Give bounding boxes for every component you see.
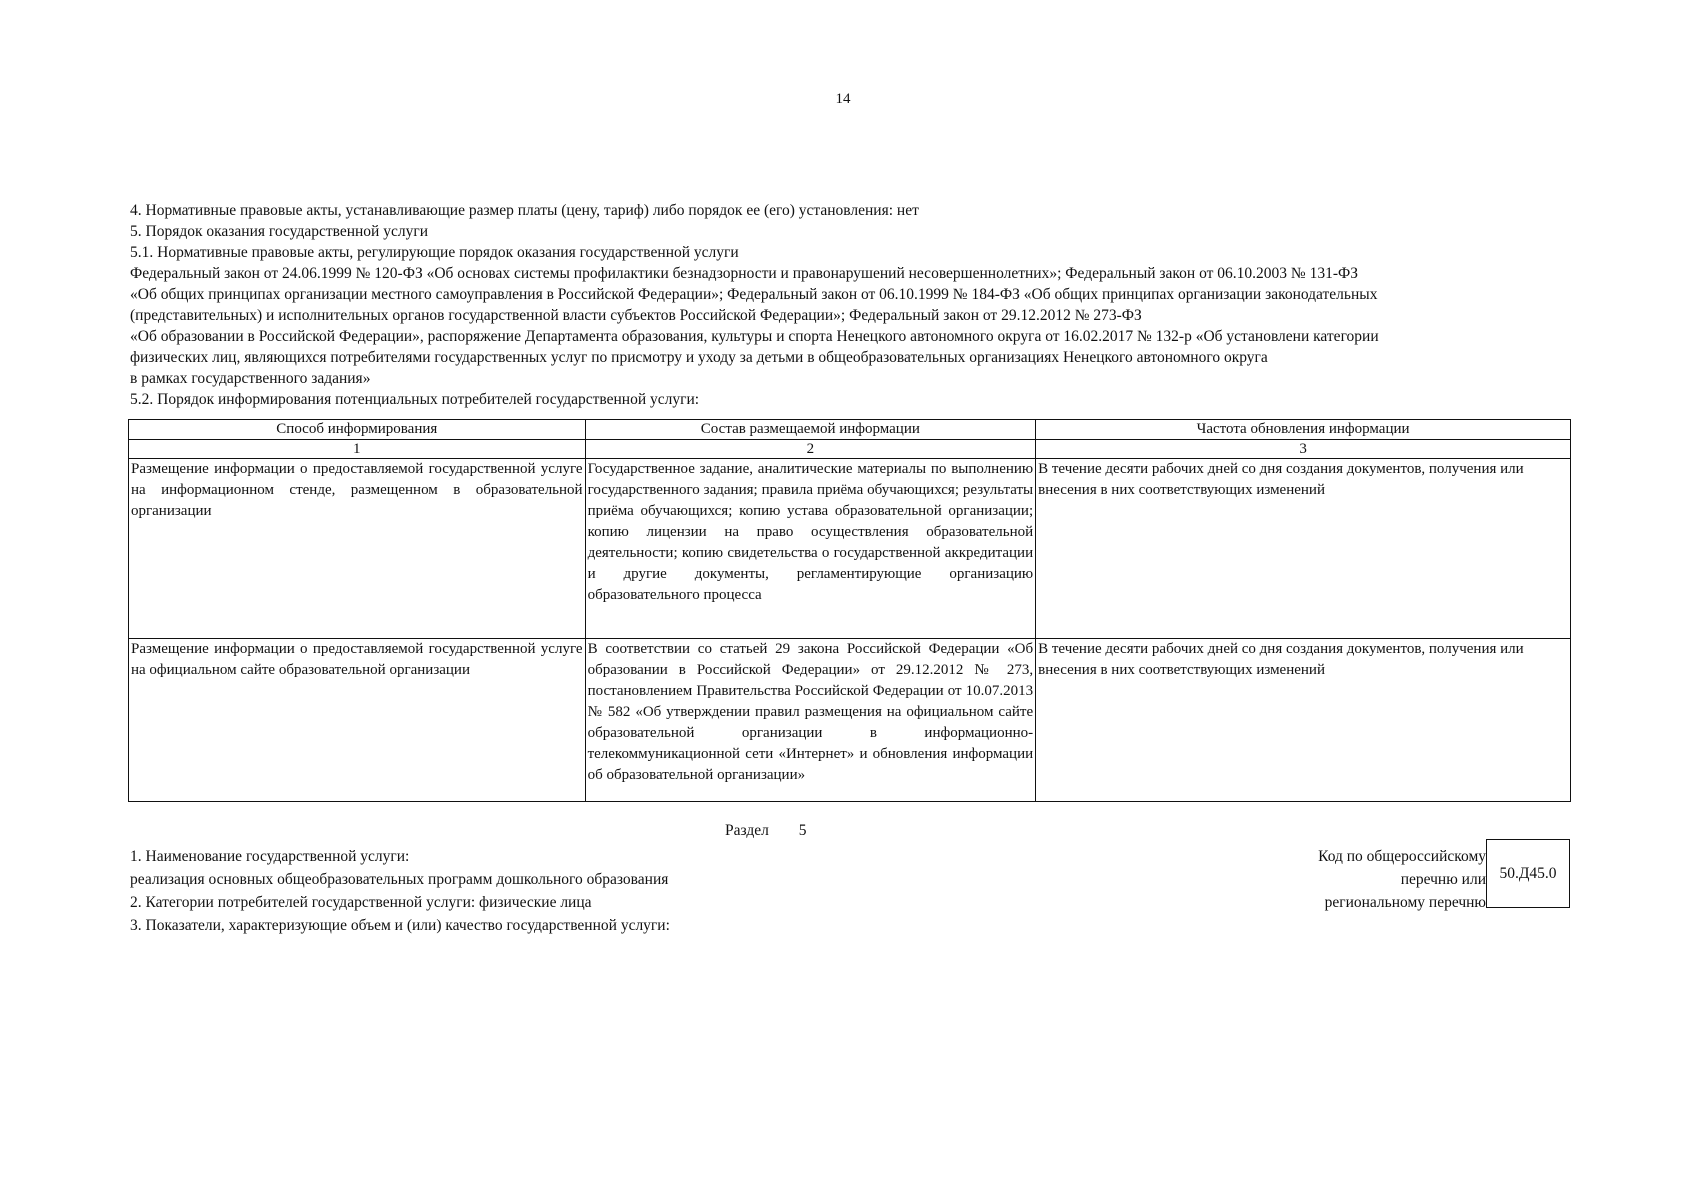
law-line-1: Федеральный закон от 24.06.1999 № 120-ФЗ «Об основах системы профилактики безнадзорности и правонарушений несовершеннолетних»; Федеральный закон от 06.10.2003 № 131-ФЗ bbox=[130, 265, 1358, 282]
table-header-row bbox=[129, 420, 1571, 440]
cell-frequency: В течение десяти рабочих дней со дня создания документов, получения или внесения в них соответствующих изменений bbox=[1036, 639, 1571, 802]
section-label: Раздел bbox=[725, 822, 769, 839]
column-number: 2 bbox=[585, 440, 1036, 459]
header-content: Состав размещаемой информации bbox=[585, 420, 1036, 440]
cell-content: Государственное задание, аналитические материалы по выполнению государственного задания; правила приёма обучающихся; результаты приёма обучающихся; копию устава образовательной организации; копию лицензии на право осуществления образовательной деятельности; копию свидетельства о государственной аккредитации и другие документы, регламентирующие организацию образовательного процесса bbox=[585, 459, 1036, 639]
code-label-line: перечню или bbox=[1400, 871, 1486, 888]
cell-method: Размещение информации о предоставляемой государственной услуге на официальном сайте образовательной организации bbox=[129, 639, 586, 802]
page-number: 14 bbox=[835, 91, 851, 107]
section-heading bbox=[725, 822, 806, 840]
section-number: 5 bbox=[798, 822, 807, 839]
paragraph-5-2: 5.2. Порядок информирования потенциальных потребителей государственной услуги: bbox=[130, 391, 700, 408]
table-row bbox=[129, 639, 1571, 802]
cell-frequency: В течение десяти рабочих дней со дня создания документов, получения или внесения в них соответствующих изменений bbox=[1036, 459, 1571, 639]
column-number: 1 bbox=[129, 440, 586, 459]
code-value-box bbox=[1486, 839, 1570, 908]
cell-content: В соответствии со статьей 29 закона Российской Федерации «Об образовании в Российской Федерации» от 29.12.2012 № 273, постановлением Правительства Российской Федерации от 10.07.2013 № 582 «Об утверждении правил размещения на официальном сайте образовательной организации в информационно-телекоммуникационной сети «Интернет» и обновления информации об образовательной организации» bbox=[585, 639, 1036, 802]
cell-method: Размещение информации о предоставляемой государственной услуге на информационном стенде, размещенном в образовательной организации bbox=[129, 459, 586, 639]
code-label-line: региональному перечню bbox=[1324, 894, 1486, 911]
law-line-2: «Об общих принципах организации местного самоуправления в Российской Федерации»; Федеральный закон от 06.10.1999 № 184-ФЗ «Об общих принципах организации законодательных bbox=[130, 286, 1378, 303]
document-body bbox=[130, 200, 1570, 410]
code-label bbox=[1250, 845, 1486, 914]
table-row bbox=[129, 459, 1571, 639]
service-name-heading: 1. Наименование государственной услуги: bbox=[130, 848, 410, 865]
paragraph-5: 5. Порядок оказания государственной услуги bbox=[130, 223, 428, 240]
paragraph-5-1: 5.1. Нормативные правовые акты, регулирующие порядок оказания государственной услуги bbox=[130, 244, 739, 261]
paragraph-4: 4. Нормативные правовые акты, устанавливающие размер платы (цену, тариф) либо порядок ее (его) установления: нет bbox=[130, 202, 919, 219]
law-line-4: «Об образовании в Российской Федерации», распоряжение Департамента образования, культуры и спорта Ненецкого автономного округа от 16.02.2017 № 132-р «Об установлени категории bbox=[130, 328, 1379, 345]
law-line-3: (представительных) и исполнительных органов государственной власти субъектов Российской Федерации»; Федеральный закон от 29.12.2012 № 273-ФЗ bbox=[130, 307, 1142, 324]
information-table bbox=[128, 419, 1571, 802]
law-line-6: в рамках государственного задания» bbox=[130, 370, 371, 387]
code-value: 50.Д45.0 bbox=[1499, 864, 1557, 882]
indicators-heading: 3. Показатели, характеризующие объем и (или) качество государственной услуги: bbox=[130, 917, 670, 934]
column-number: 3 bbox=[1036, 440, 1571, 459]
code-label-line: Код по общероссийскому bbox=[1318, 848, 1486, 865]
service-name: реализация основных общеобразовательных программ дошкольного образования bbox=[130, 871, 669, 888]
law-line-5: физических лиц, являющихся потребителями государственных услуг по присмотру и уходу за детьми в общеобразовательных организациях Ненецкого автономного округа bbox=[130, 349, 1268, 366]
header-frequency: Частота обновления информации bbox=[1036, 420, 1571, 440]
column-number-row bbox=[129, 440, 1571, 459]
consumer-categories: 2. Категории потребителей государственной услуги: физические лица bbox=[130, 894, 592, 911]
header-method: Способ информирования bbox=[129, 420, 586, 440]
service-description bbox=[130, 845, 670, 937]
